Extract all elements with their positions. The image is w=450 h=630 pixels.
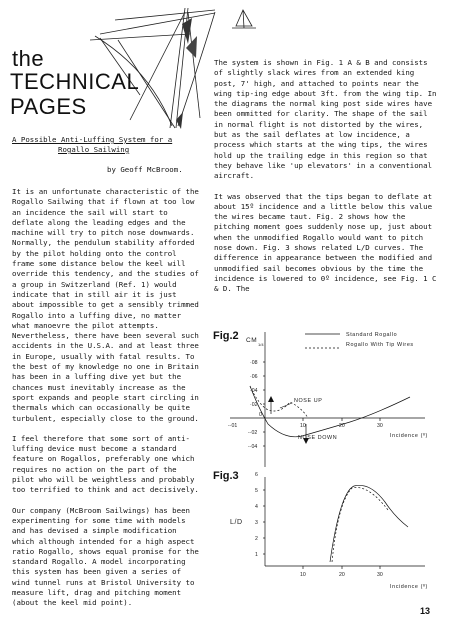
article-byline: by Geoff McBroom. [107, 165, 183, 174]
fig2-x-tick: -·01 [228, 423, 238, 429]
fig3-label: Fig.3 [213, 470, 239, 482]
left-column [12, 187, 202, 619]
header-word-technical: TECHNICAL [10, 69, 140, 94]
fig3-y-tick: 6 [255, 472, 258, 478]
right-paragraph-2: It was observed that the tips began to deflate at about 15º incidence and a little below this value the wires became taut. Fig. 2 shows how the pitching moment goes suddenly nose up, just about when the unmodified Rogallo would want to pitch nose down. Fig. 3 shows related L/D curves. The difference in appearance between the modified and unmodified sail becomes obvious by the time the incidence is lowered to 0º incidence, see Fig. 1 C & D. The [214, 191, 437, 294]
fig3-y-label: L/D [230, 519, 243, 526]
fig2-y-tick: ·06 [250, 374, 258, 380]
fig2-x-tick: 30 [377, 423, 383, 429]
page-number: 13 [420, 606, 431, 616]
fig2-y-tick: ·02 [250, 402, 258, 408]
fig2-legend-tipwires: Rogallo With Tip Wires [346, 342, 414, 348]
fig2-legend-standard: Standard Rogallo [346, 332, 398, 338]
fig2-nose-up: NOSE UP [294, 398, 323, 404]
fig2-y-label: CM [246, 337, 258, 344]
article-title-line1: A Possible Anti-Luffing System for a [12, 135, 173, 144]
fig2-nose-down: NOSE DOWN [298, 435, 338, 441]
fig3-y-tick: 1 [255, 552, 258, 558]
fig2-y-tick: ·08 [250, 360, 258, 366]
left-paragraph-1: It is an unfortunate characteristic of the Rogallo Sailwing that if flown at too low an incidence the sail will start to deflate along the leading edges and the machine will try to pitch nose downwards. Normally, the pendulum stability afforded by the pilot holding onto the control frame some distance below the keel will override this tendency, and the studies of a group in Switzerland (Ref. 1) would indicate that in still air it is just about impossible to get a sensibly trimmed Rogallo into a luffing dive, no matter what manoevre the pilot attempts. Nevertheless, there have been several such accidents in the U.S.A. and at least three in Europe, usually with fatal results. To the best of my knowledge no one in Britain has been in a luffing dive yet but the chances must inevitably increase as the sport expands and people start circling in thermals which can occasionally be quite turbulent, especially close to the ground. [12, 187, 199, 423]
fig3-y-tick: 5 [255, 488, 258, 494]
fig2-y-tick: 0 [259, 412, 262, 418]
left-paragraph-2: I feel therefore that some sort of anti-luffing device must become a standard feature on Rogallos, preferably one which requires no action on the part of the pilot who will be weightless and probably too terrified to think and act decisively. [12, 433, 199, 495]
article-title-line2: Rogallo Sailwing [58, 145, 130, 154]
fig2-y-tick: -·04 [248, 444, 258, 450]
fig3-x-label: Incidence (º) [390, 584, 428, 590]
fig2-label: Fig.2 [213, 330, 239, 342]
fig2-x-tick: 10 [300, 423, 306, 429]
fig2-y-tick: -·02 [248, 430, 258, 436]
fig3-y-tick: 3 [255, 520, 258, 526]
fig3-y-tick: 4 [255, 504, 258, 510]
fig2-y-sub: 1/4 [258, 342, 264, 347]
fig3-x-tick: 30 [377, 572, 383, 578]
fig2-x-label: Incidence (º) [390, 433, 428, 439]
header-word-pages: PAGES [10, 94, 87, 119]
fig2-y-tick: ·04 [250, 388, 258, 394]
fig3-x-tick: 20 [339, 572, 345, 578]
right-paragraph-1: The system is shown in Fig. 1 A & B and consists of slightly slack wires from an extended king post, 7' high, and attached to points near the wing tip-ing edge about 3ft. from the wing tip. In the diagrams the normal king post side wires have been ommitted for clarity. The shape of the sail in normal flight is not distorted by the wires, but as the sail deflates at low incidence, a process which starts at the wing tips, the wires hold up the trailing edge in this region so that they behave like 'up elevators' in a conventional aircraft. [214, 58, 437, 181]
header-word-the: the [12, 46, 45, 71]
fig2-x-tick: 20 [339, 423, 345, 429]
fig3-chart [210, 472, 440, 592]
left-paragraph-3: Our company (McBroom Sailwings) has been experimenting for some time with models and has devised a simple modification which although intended for a high aspect ratio Rogallo, shows equal promise for the standard Rogallo. A model incorporating this system has been given a series of wind tunnel runs at Bristol University to measure lift, drag and pitching moment (about the keel mid point). [12, 505, 199, 608]
fig3-x-tick: 10 [300, 572, 306, 578]
fig2-chart [210, 322, 440, 482]
right-column [214, 58, 438, 305]
fig3-y-tick: 2 [255, 536, 258, 542]
